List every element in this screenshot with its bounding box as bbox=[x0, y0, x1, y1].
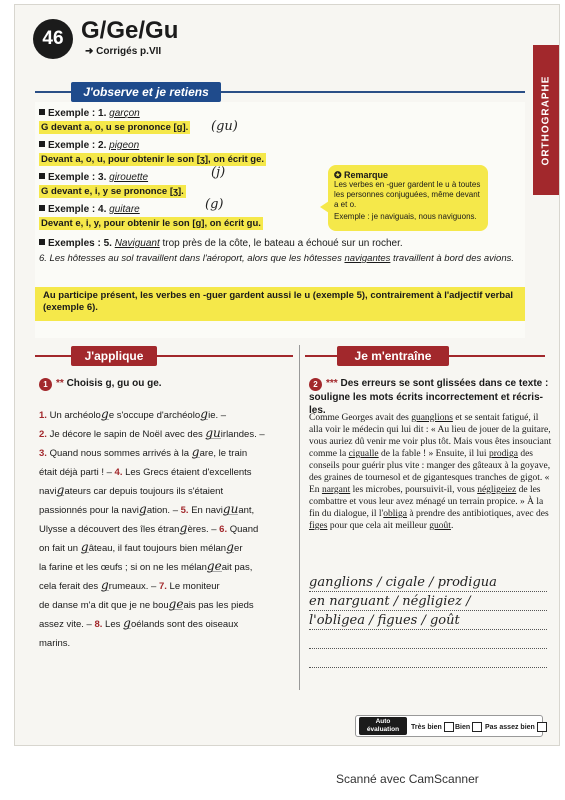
sentence-number: 8. bbox=[94, 619, 103, 630]
underlined-error-word: négligeiez bbox=[477, 485, 517, 495]
sentence-text: Ulysse a découvert des îles étran bbox=[39, 524, 180, 535]
eval-option-tres-bien[interactable]: Très bien bbox=[411, 722, 454, 732]
sentence-text: ères. – bbox=[187, 524, 220, 535]
applique-tab: J'applique bbox=[71, 346, 157, 366]
example-6: 6. Les hôtesses au sol travaillent dans l'aéroport, alors que les hôtesses navigantes travaillent à bord des avions. bbox=[39, 253, 514, 264]
answer-line-2[interactable]: en narguant / négligiez / bbox=[309, 594, 547, 611]
handwritten-note-1: (gu) bbox=[211, 119, 238, 134]
sentence-text: rumeaux. – bbox=[108, 581, 159, 592]
underlined-error-word: figes bbox=[309, 521, 328, 531]
sentence-text: Les Grecs étaient d'excellents bbox=[122, 467, 252, 478]
example-4: Exemple : 4. guitare bbox=[39, 203, 140, 216]
exercise-1-line bbox=[39, 539, 295, 558]
fill-in-blank[interactable]: g bbox=[200, 407, 208, 421]
sentence-text: are, le train bbox=[199, 448, 248, 459]
fill-in-blank[interactable]: ge bbox=[168, 597, 184, 611]
sentence-text: marins. bbox=[39, 638, 71, 649]
answer-line-3[interactable]: l'obligea / figues / goût bbox=[309, 613, 547, 630]
sentence-text: ie. – bbox=[208, 410, 227, 421]
sentence-text: Quand nous sommes arrivés à la bbox=[46, 448, 192, 459]
remarque-bubble bbox=[328, 165, 488, 231]
square-bullet-icon bbox=[39, 141, 45, 147]
sentence-number: 1. bbox=[39, 410, 47, 421]
checkbox-icon[interactable] bbox=[537, 722, 547, 732]
answer-line-5[interactable] bbox=[309, 651, 547, 668]
exercise-1-heading: 1 ** Choisis g, gu ou ge. bbox=[39, 377, 295, 391]
fill-in-blank[interactable]: g bbox=[123, 616, 131, 630]
exercise-1-line bbox=[39, 482, 295, 501]
example-5: Exemples : 5. Naviguant trop près de la côte, le bateau a échoué sur un rocher. bbox=[39, 237, 519, 250]
corriges-reference: ➜ Corrigés p.VII bbox=[85, 46, 162, 57]
exercise-1-line bbox=[39, 444, 295, 463]
lesson-title: G/Ge/Gu bbox=[81, 17, 179, 44]
exercise-1-line bbox=[39, 520, 295, 539]
remarque-text: Les verbes en -guer gardent le u à toutes les personnes conjuguées, même devant a et o. bbox=[334, 180, 481, 209]
paragraph-text: de la fable ! » Ensuite, il lui bbox=[378, 449, 489, 459]
paragraph-text: à prendre des antibiotiques, avec des bbox=[407, 509, 549, 519]
sentence-text: ait pas, bbox=[221, 562, 253, 573]
sentence-text: Quand bbox=[227, 524, 259, 535]
fill-in-blank[interactable]: ge bbox=[206, 559, 222, 573]
paragraph-text: les microbes, poursuivit-il, vous bbox=[350, 485, 478, 495]
sentence-number: 6. bbox=[219, 524, 228, 535]
square-bullet-icon bbox=[39, 239, 45, 245]
paragraph-text: Comme Georges avait des bbox=[309, 413, 412, 423]
exercise-2-paragraph bbox=[309, 412, 553, 532]
checkbox-icon[interactable] bbox=[444, 722, 454, 732]
side-tab bbox=[533, 45, 559, 195]
sentence-text: passionnés pour la navi bbox=[39, 505, 139, 516]
sentence-text: assez vite. – bbox=[39, 619, 95, 630]
fill-in-blank[interactable]: g bbox=[179, 521, 188, 535]
handwritten-note-4: (g) bbox=[205, 197, 224, 212]
answer-line-1[interactable]: ganglions / cigale / prodigua bbox=[309, 575, 547, 592]
square-bullet-icon bbox=[39, 173, 45, 179]
exercise-1-line bbox=[39, 615, 295, 634]
exercise-2-heading: 2 *** Des erreurs se sont glissées dans ce texte : souligne les mots écrits incorrectement et récris-les. bbox=[309, 378, 549, 416]
bubble-tail bbox=[320, 201, 329, 213]
fill-in-blank[interactable]: g bbox=[138, 502, 147, 516]
fill-in-blank[interactable]: g bbox=[100, 407, 109, 421]
sentence-number: 4. bbox=[114, 467, 123, 478]
fill-in-blank[interactable]: g bbox=[100, 578, 109, 592]
scanner-footer: Scanné avec CamScanner bbox=[336, 772, 479, 786]
paragraph-text: et se sentait fatigué, il alla voir le médecin qui lui dit : « Au lieu de jouer de la guitare, vous auriez dû venir me voir plus tôt. Mais vous êtes insouciant comme la bbox=[309, 413, 552, 459]
sentence-text: ant, bbox=[238, 505, 255, 516]
underlined-error-word: guoût bbox=[429, 521, 451, 531]
fill-in-blank[interactable]: g bbox=[56, 483, 65, 497]
paragraph-text: pour que cela ait meilleur bbox=[327, 521, 430, 531]
paragraph-text: . bbox=[450, 521, 454, 531]
exercise-1-line bbox=[39, 577, 295, 596]
sentence-text: Le moniteur bbox=[166, 581, 220, 592]
exercise-1-line bbox=[39, 463, 295, 482]
sentence-number: 7. bbox=[158, 581, 167, 592]
sentence-text: e s'occupe d'archéolo bbox=[108, 410, 201, 421]
example-1: Exemple : 1. garçon bbox=[39, 107, 140, 120]
square-bullet-icon bbox=[39, 205, 45, 211]
sentence-text: âteau, il faut toujours bien mélan bbox=[88, 543, 227, 554]
underlined-error-word: obliga bbox=[383, 509, 408, 519]
sentence-number: 5. bbox=[180, 505, 189, 516]
sentence-number: 3. bbox=[39, 448, 47, 459]
example-2: Exemple : 2. pigeon bbox=[39, 139, 139, 152]
paragraph-text: des conseils pour guérir plus vite : manger des gâteaux à la goyave, des graines de tournesol et de gigantesques tranches de gigot. « En bbox=[309, 449, 551, 495]
sentence-text: En navi bbox=[188, 505, 223, 516]
column-separator bbox=[299, 345, 300, 690]
underlined-error-word: guanglions bbox=[411, 413, 453, 423]
fill-in-blank[interactable]: g bbox=[191, 445, 200, 459]
exercise-1-line bbox=[39, 634, 295, 653]
sentence-text: navi bbox=[39, 486, 57, 497]
sentence-text: Un archéolo bbox=[46, 410, 101, 421]
fill-in-blank[interactable]: gu bbox=[205, 426, 221, 440]
sentence-text: on fait un bbox=[39, 543, 81, 554]
sentence-text: ation. – bbox=[146, 505, 181, 516]
sentence-text: était déjà parti ! – bbox=[39, 467, 115, 478]
rule-2: Devant a, o, u, pour obtenir le son [ʒ], on écrit ge. bbox=[41, 154, 264, 165]
observe-tab: J'observe et je retiens bbox=[71, 82, 221, 102]
sentence-text: Les bbox=[102, 619, 123, 630]
exercise-1-line bbox=[39, 558, 295, 577]
sentence-text: ateurs car depuis toujours ils s'étaient bbox=[64, 486, 224, 497]
underlined-error-word: cigualle bbox=[348, 449, 379, 459]
eval-option-bien[interactable]: Bien bbox=[455, 722, 482, 732]
auto-evaluation-label: Auto évaluation bbox=[359, 717, 407, 735]
sentence-text: cela ferait des bbox=[39, 581, 101, 592]
rule-4: Devant e, i, y, pour obtenir le son [g], on écrit gu. bbox=[41, 218, 261, 229]
remarque-example: Exemple : je naviguais, nous naviguons. bbox=[334, 212, 477, 221]
eval-option-pas-assez-bien[interactable]: Pas assez bien bbox=[485, 722, 547, 732]
exercise-1-line bbox=[39, 425, 295, 444]
exercise-1-text bbox=[39, 406, 295, 653]
answer-line-4[interactable] bbox=[309, 632, 547, 649]
sentence-text: oélands sont des oiseaux bbox=[131, 619, 239, 630]
exercise-1-line bbox=[39, 406, 295, 425]
sentence-text: Je décore le sapin de Noël avec des bbox=[46, 429, 206, 440]
rule-3: G devant e, i, y se prononce [ʒ]. bbox=[41, 186, 184, 197]
remarque-title: ✪ Remarque bbox=[334, 170, 389, 180]
sentence-text: irlandes. – bbox=[220, 429, 265, 440]
fill-in-blank[interactable]: g bbox=[80, 540, 89, 554]
sentence-text: ais pas les pieds bbox=[183, 600, 254, 611]
fill-in-blank[interactable]: g bbox=[226, 540, 234, 554]
sentence-number: 2. bbox=[39, 429, 47, 440]
square-bullet-icon bbox=[39, 109, 45, 115]
participe-note: Au participe présent, les verbes en -guer gardent aussi le u (exemple 5), contrairement à l'adjectif verbal (exemple 6). bbox=[35, 287, 525, 321]
rule-1: G devant a, o, u se prononce [g]. bbox=[41, 122, 189, 133]
exercise-1-line bbox=[39, 501, 295, 520]
entraine-tab: Je m'entraîne bbox=[337, 346, 449, 366]
underlined-error-word: nargant bbox=[321, 485, 351, 495]
exercise-1-line bbox=[39, 596, 295, 615]
side-tab-label: ORTHOGRAPHE bbox=[540, 75, 552, 165]
checkbox-icon[interactable] bbox=[472, 722, 482, 732]
sentence-text: de danse m'a dit que je ne bou bbox=[39, 600, 169, 611]
fill-in-blank[interactable]: gu bbox=[222, 502, 239, 516]
underlined-error-word: prodiga bbox=[488, 449, 518, 459]
paragraph-text: de les combattre et vous leur avez ménagé un terrain propice. » À la fin du dialogue, il l' bbox=[309, 485, 544, 519]
sentence-text: er bbox=[234, 543, 243, 554]
lesson-number-badge: 46 bbox=[33, 19, 73, 59]
handwritten-note-3: (j) bbox=[211, 165, 226, 180]
textbook-page bbox=[14, 4, 560, 746]
sentence-text: la farine et les œufs ; si on ne les mélan bbox=[39, 562, 207, 573]
example-3: Exemple : 3. girouette bbox=[39, 171, 148, 184]
